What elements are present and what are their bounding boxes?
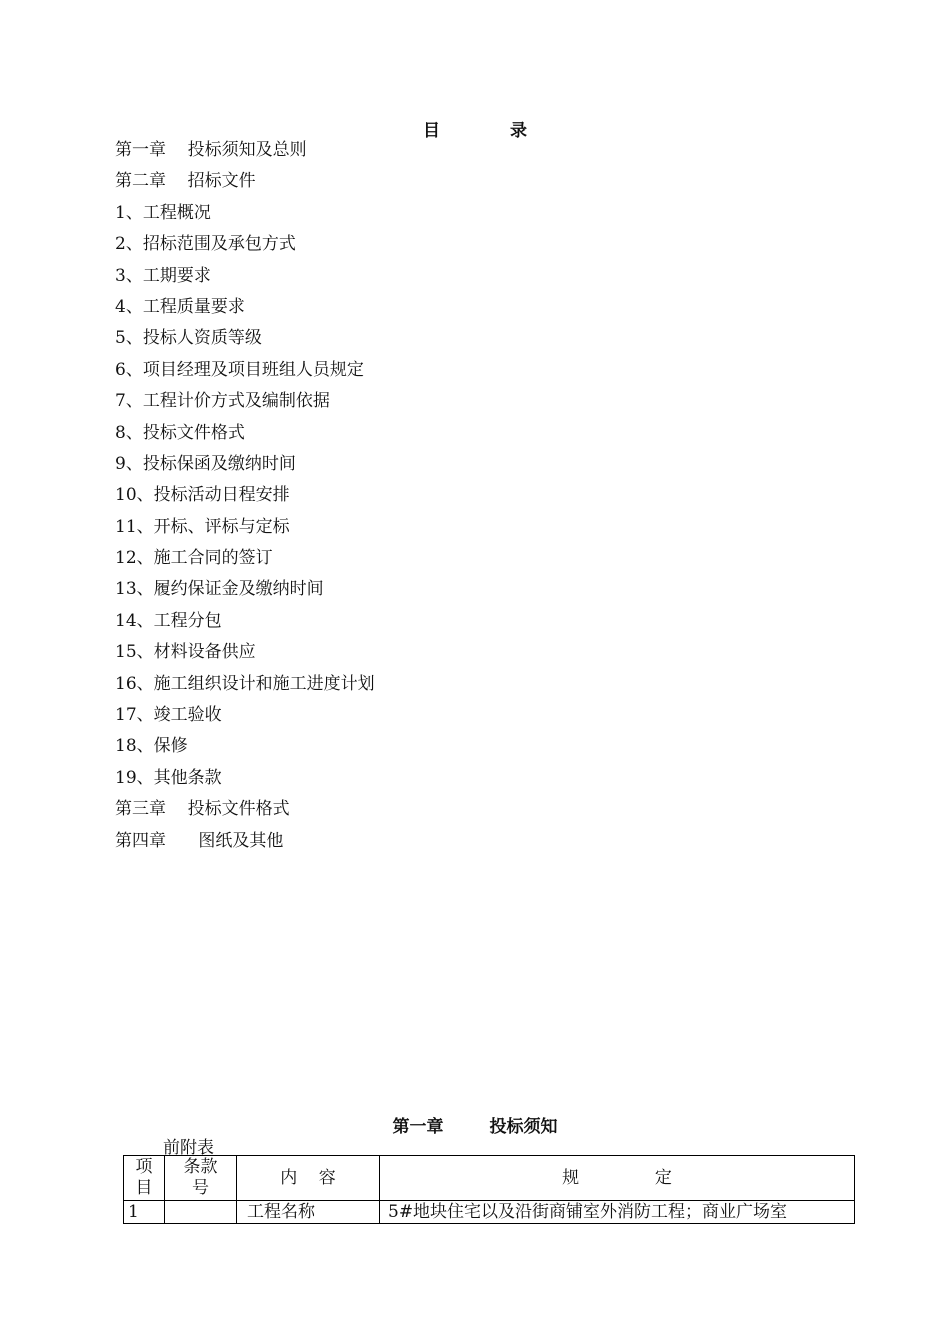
toc-entry: 第四章 图纸及其他 bbox=[115, 830, 284, 851]
toc-entry: 第三章 投标文件格式 bbox=[115, 799, 290, 820]
toc-title-right: 录 bbox=[510, 121, 527, 141]
toc-entry: 18、保修 bbox=[115, 736, 188, 757]
toc-entry: 19、其他条款 bbox=[115, 767, 222, 788]
toc-entry: 第二章 招标文件 bbox=[115, 171, 256, 192]
toc-entry: 13、履约保证金及缴纳时间 bbox=[115, 579, 324, 600]
toc-entry: 2、招标范围及承包方式 bbox=[115, 234, 296, 255]
toc-entry: 4、工程质量要求 bbox=[115, 296, 245, 317]
toc-entry: 11、开标、评标与定标 bbox=[115, 516, 290, 537]
toc-entry: 9、投标保函及缴纳时间 bbox=[115, 453, 296, 474]
appendix-table bbox=[123, 1155, 855, 1224]
toc-entry: 7、工程计价方式及编制依据 bbox=[115, 391, 330, 412]
toc-entry: 1、工程概况 bbox=[115, 202, 211, 223]
table-row bbox=[124, 1201, 855, 1224]
cell-item: 1 bbox=[124, 1201, 165, 1224]
toc-entry: 17、竣工验收 bbox=[115, 705, 222, 726]
toc-title-left: 目 bbox=[423, 121, 440, 141]
toc-entry: 3、工期要求 bbox=[115, 265, 211, 286]
cell-rule: 5#地块住宅以及沿街商铺室外消防工程；商业广场室 bbox=[380, 1201, 855, 1224]
header-content: 内 容 bbox=[237, 1156, 380, 1201]
toc-entry: 6、项目经理及项目班组人员规定 bbox=[115, 359, 364, 380]
chapter-heading bbox=[0, 1112, 950, 1137]
toc-entry: 16、施工组织设计和施工进度计划 bbox=[115, 673, 375, 694]
toc-entry: 10、投标活动日程安排 bbox=[115, 485, 290, 506]
chapter-name: 投标须知 bbox=[489, 1117, 558, 1137]
toc-entry: 5、投标人资质等级 bbox=[115, 328, 262, 349]
header-rule: 规 定 bbox=[380, 1156, 855, 1201]
toc-entry: 12、施工合同的签订 bbox=[115, 548, 273, 569]
header-item: 项目 bbox=[124, 1156, 165, 1201]
toc-list bbox=[115, 137, 375, 859]
toc-entry: 14、工程分包 bbox=[115, 610, 222, 631]
cell-clause bbox=[165, 1201, 237, 1224]
toc-entry: 8、投标文件格式 bbox=[115, 422, 245, 443]
header-clause: 条款号 bbox=[165, 1156, 237, 1201]
cell-content: 工程名称 bbox=[237, 1201, 380, 1224]
table-header-row bbox=[124, 1156, 855, 1201]
chapter-number: 第一章 bbox=[392, 1117, 444, 1137]
toc-entry: 15、材料设备供应 bbox=[115, 642, 256, 663]
appendix-label: 前附表 bbox=[163, 1138, 214, 1158]
toc-entry: 第一章 投标须知及总则 bbox=[115, 140, 307, 160]
